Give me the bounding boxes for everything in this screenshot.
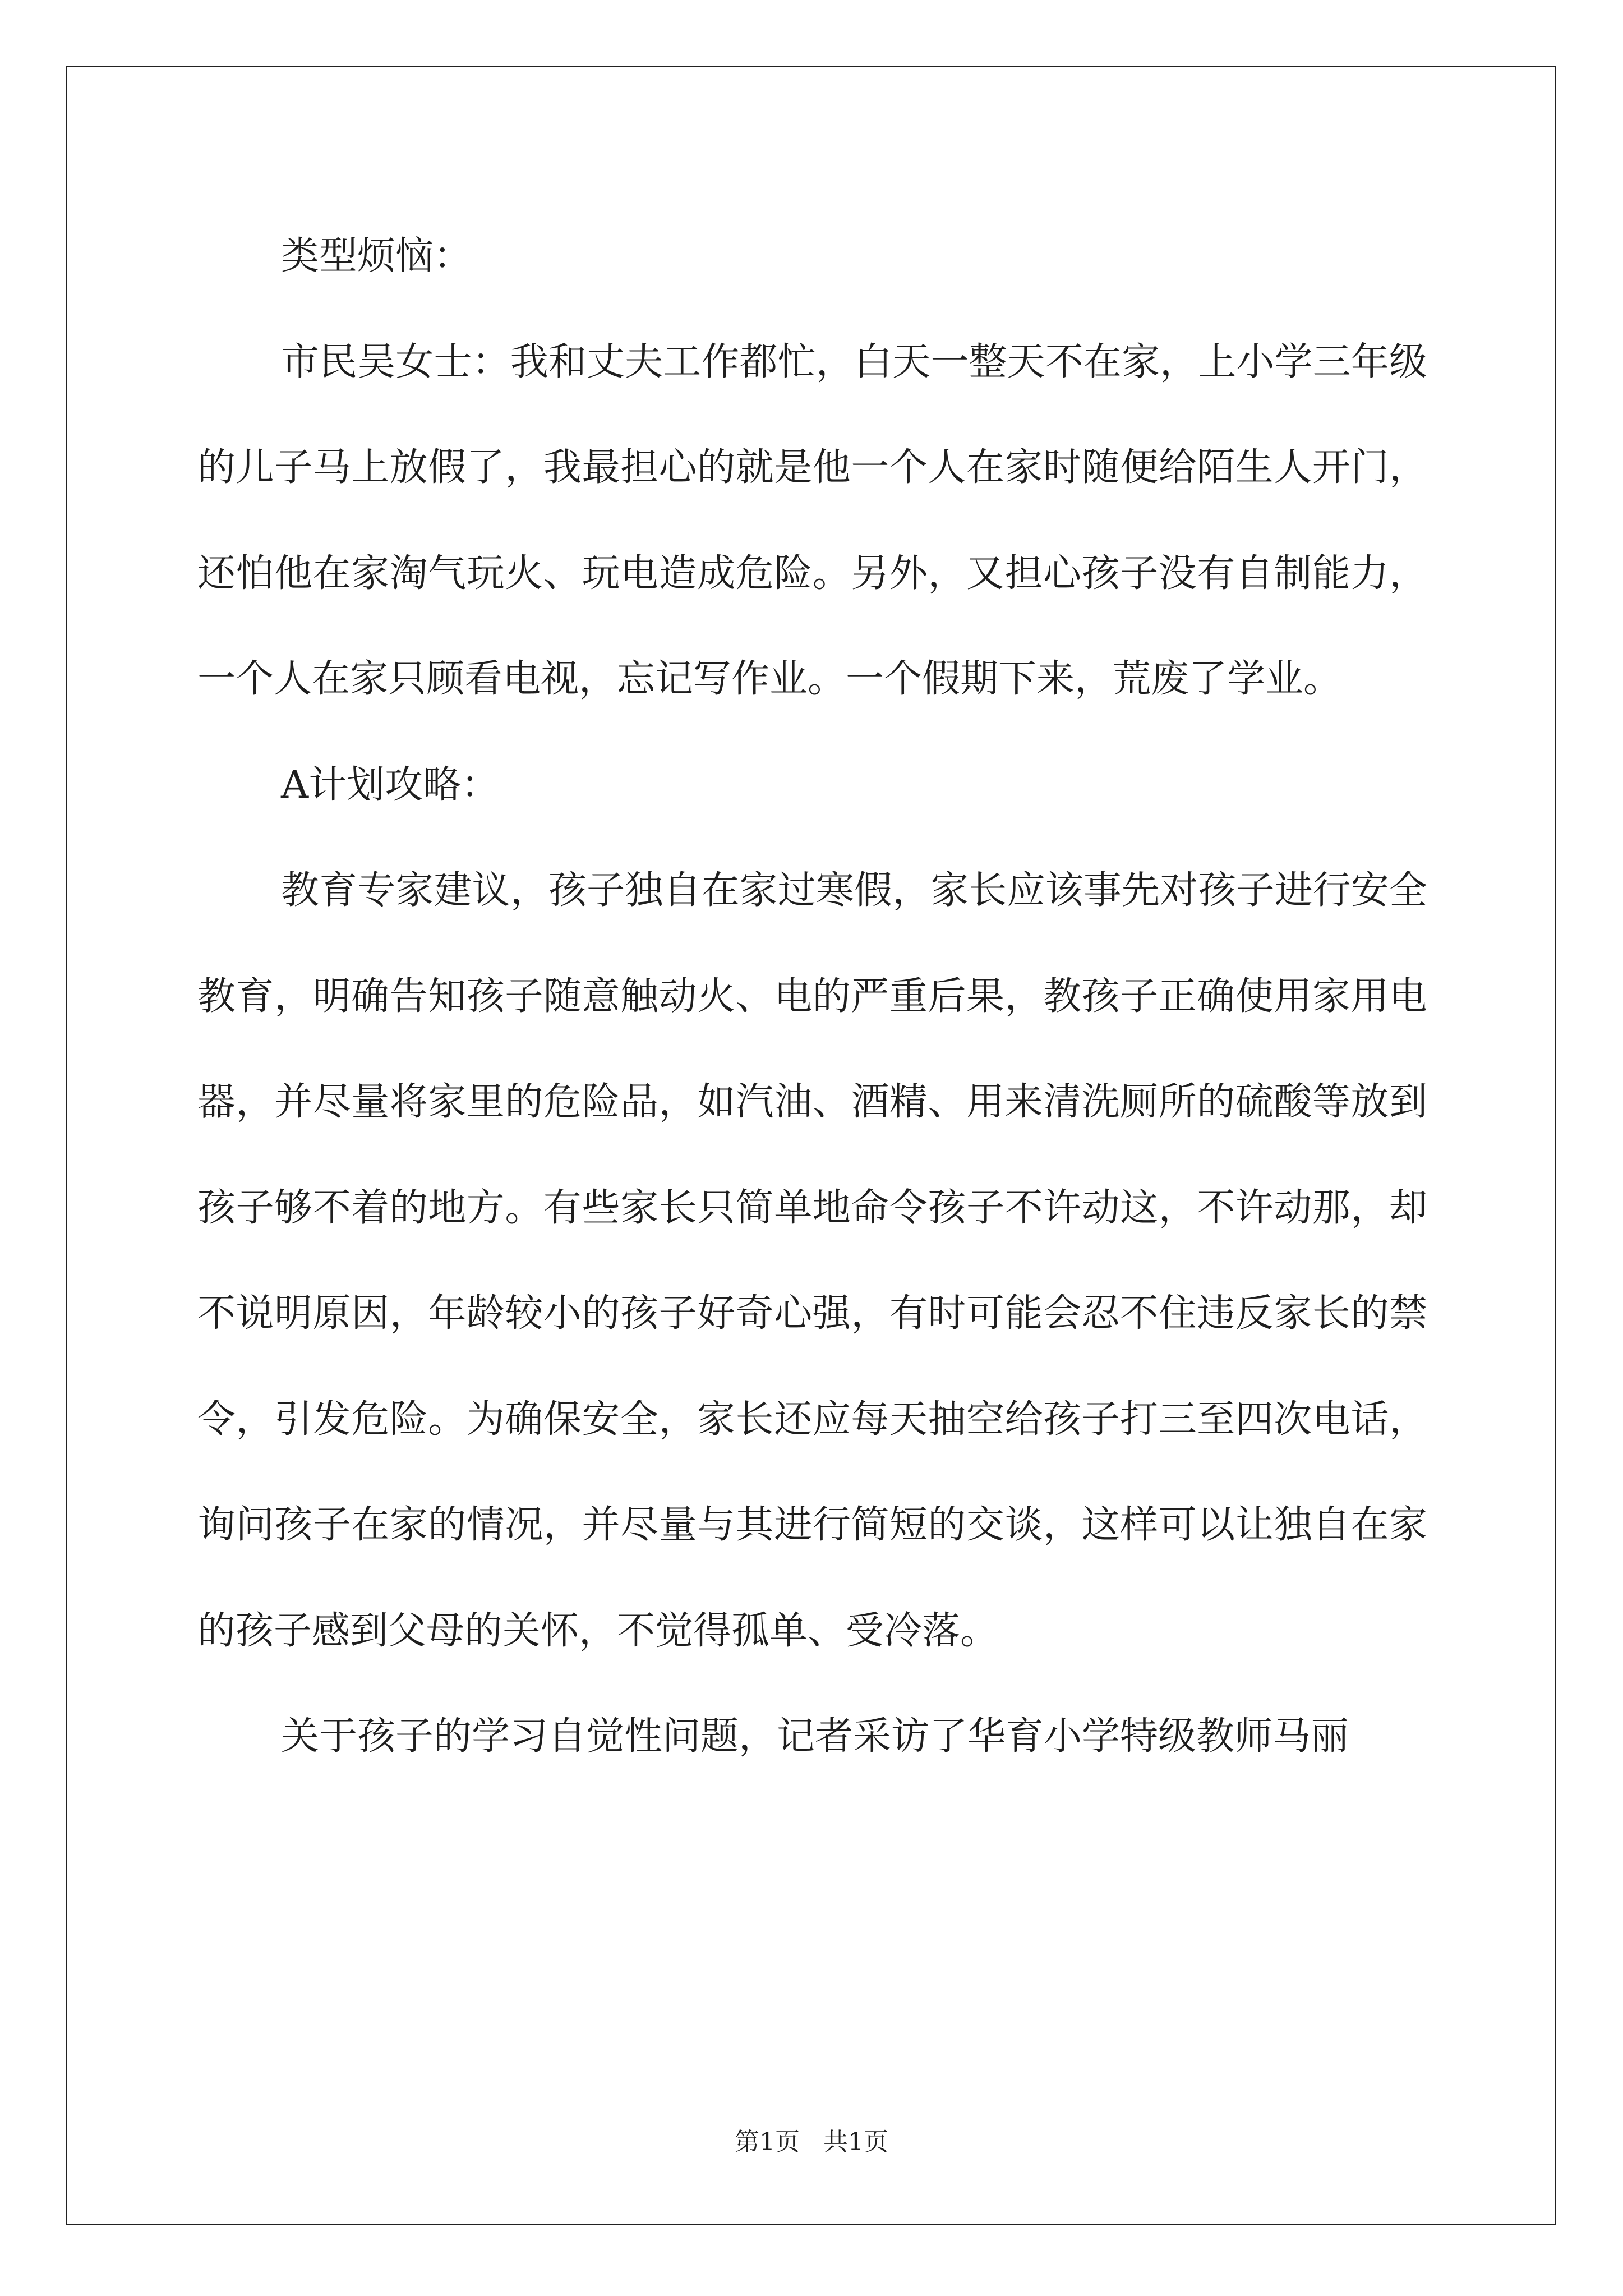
paragraph-heading-plan: A计划攻略：: [281, 762, 500, 807]
paragraph-study-question: 关于孩子的学习自觉性问题，记者采访了华育小学特级教师马丽: [281, 1714, 1349, 1759]
document-body: [197, 204, 1427, 1790]
paragraph-citizen-story: 市民吴女士：我和丈夫工作都忙，白天一整天不在家，上小学三年级的儿子马上放假了，我最担心的就是他一个人在家时随便给陌生人开门，还怕他在家淘气玩火、玩电造成危险。另外，又担心孩子没有自制能力，一个人在家只顾看电视，忘记写作业。一个假期下来，荒废了学业。: [197, 339, 1427, 701]
paragraph-heading-worry: 类型烦恼：: [281, 234, 472, 278]
page-footer: 第1页 共1页: [735, 2128, 888, 2156]
paragraph-expert-advice: 教育专家建议，孩子独自在家过寒假，家长应该事先对孩子进行安全教育，明确告知孩子随意触动火、电的严重后果，教孩子正确使用家用电器，并尽量将家里的危险品，如汽油、酒精、用来清洗厕所的硫酸等放到孩子够不着的地方。有些家长只简单地命令孩子不许动这，不许动那，却不说明原因，年龄较小的孩子好奇心强，有时可能会忍不住违反家长的禁令，引发危险。为确保安全，家长还应每天抽空给孩子打三至四次电话，询问孩子在家的情况，并尽量与其进行简短的交谈，这样可以让独自在家的孩子感到父母的关怀，不觉得孤单、受冷落。: [197, 868, 1427, 1653]
